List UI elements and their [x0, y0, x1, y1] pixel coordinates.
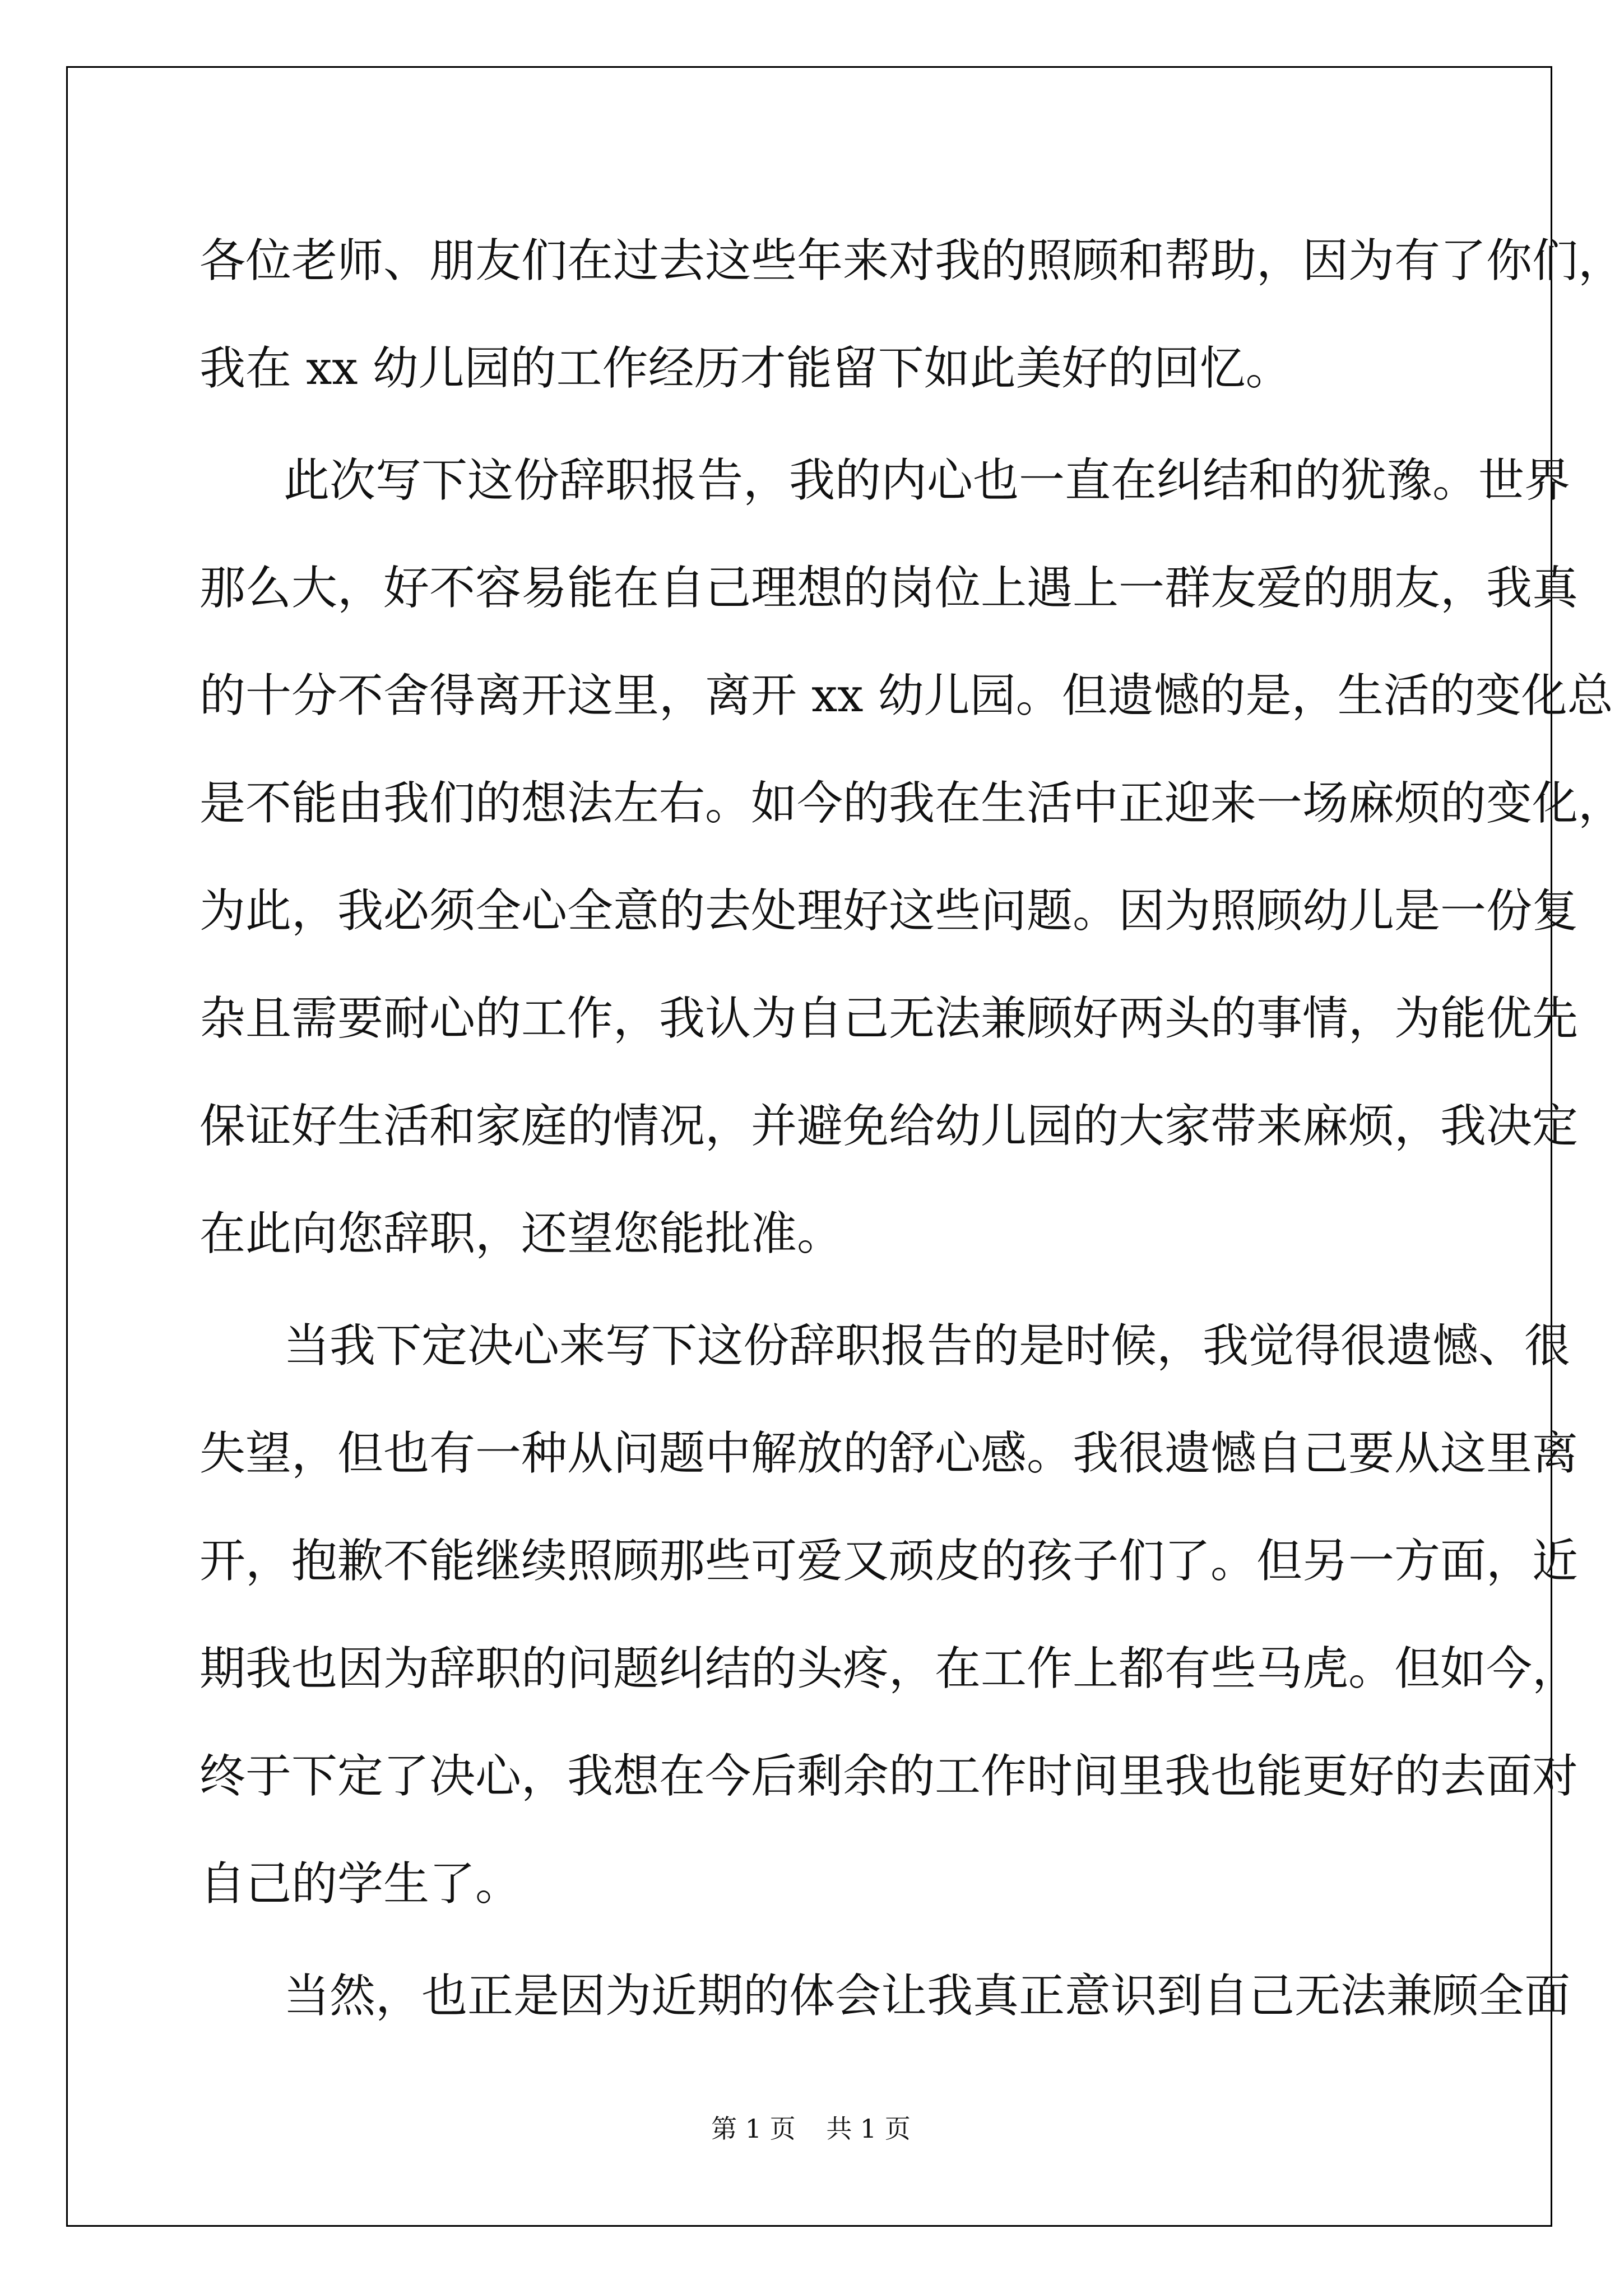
text-line: 保证好生活和家庭的情况，并避免给幼儿园的大家带来麻烦，我决定: [199, 1100, 1579, 1153]
text-line: 开，抱歉不能继续照顾那些可爱又顽皮的孩子们了。但另一方面，近: [199, 1535, 1579, 1588]
text-line: 期我也因为辞职的问题纠结的头疼，在工作上都有些马虎。但如今，: [199, 1642, 1579, 1695]
text-line: 是不能由我们的想法左右。如今的我在生活中正迎来一场麻烦的变化，: [199, 777, 1624, 830]
text-line: 自己的学生了。: [199, 1857, 522, 1911]
text-line: 当我下定决心来写下这份辞职报告的是时候，我觉得很遗憾、很: [284, 1319, 1571, 1373]
text-line: 的十分不舍得离开这里，离开 xx 幼儿园。但遗憾的是，生活的变化总: [199, 669, 1613, 722]
text-line: 当然，也正是因为近期的体会让我真正意识到自己无法兼顾全面: [284, 1969, 1571, 2023]
text-line: 杂且需要耐心的工作，我认为自己无法兼顾好两头的事情，为能优先: [199, 992, 1579, 1045]
page-footer: [0, 2108, 1622, 2145]
text-line: 终于下定了决心，我想在今后剩余的工作时间里我也能更好的去面对: [199, 1750, 1579, 1803]
page-number: 第 1 页: [711, 2114, 796, 2144]
page-total: 共 1 页: [826, 2114, 911, 2144]
text-line: 失望，但也有一种从问题中解放的舒心感。我很遗憾自己要从这里离: [199, 1427, 1579, 1480]
text-line: 那么大，好不容易能在自己理想的岗位上遇上一群友爱的朋友，我真: [199, 562, 1579, 615]
text-line: 在此向您辞职，还望您能批准。: [199, 1207, 843, 1260]
text-line: 此次写下这份辞职报告，我的内心也一直在纠结和的犹豫。世界: [284, 454, 1571, 507]
document-body: [199, 207, 1624, 2050]
text-line: 为此，我必须全心全意的去处理好这些问题。因为照顾幼儿是一份复: [199, 884, 1579, 938]
text-line: 我在 xx 幼儿园的工作经历才能留下如此美好的回忆。: [199, 342, 1292, 395]
text-line: 各位老师、朋友们在过去这些年来对我的照顾和帮助，因为有了你们，: [199, 234, 1624, 288]
